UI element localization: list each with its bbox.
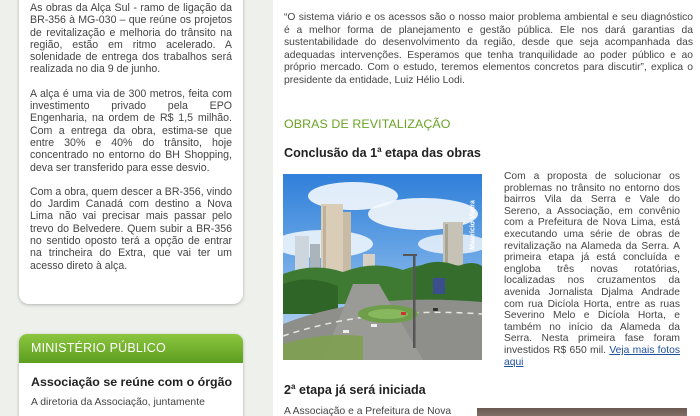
photo-credit-text: Maurício Vieira (469, 200, 477, 250)
article2-title-sup: a (291, 382, 296, 391)
alca-sul-article-card (19, 0, 243, 304)
more-photos-link[interactable]: Veja mais fotos aqui (504, 344, 680, 368)
article-paragraph: A alça é uma via de 300 metros, feita com investimento privado pela EPO Engenharia, na ordem de R$ 1,5 milhão. Com a entrega da obra, estima-se que entre 30% e 40% do trânsito, hoje concentrado no entorno do BH Shopping, deva ser transferido para esse desvio. (30, 87, 232, 174)
section-title: OBRAS DE REVITALIZAÇÃO (284, 117, 451, 131)
article-title-part: etapa das obras (381, 146, 481, 161)
article2-title-part: 2 (284, 383, 292, 398)
article-title-sup: a (377, 145, 382, 154)
ministerio-publico-header[interactable]: MINISTÉRIO PÚBLICO (19, 334, 243, 363)
city-road-photo (283, 174, 482, 360)
article-body (504, 171, 680, 368)
article-title (284, 145, 481, 160)
quote-paragraph: “O sistema viário e os acessos são o nosso maior problema ambiental e seu diagnóstico é a melhor forma de planejamento e gestão pública. Ele nos dará garantias da sustentabilidade do desenvolvimento da região, desde que seja acompanhada das adequadas intervenções. Esperamos que tenha tranquilidade ao poder público e ao próprio mercado. Com o estudo, teremos elementos concretos para discutir”, explica o presidente da entidade, Luiz Hélio Lodi. (284, 12, 693, 86)
article-paragraph: As obras da Alça Sul - ramo de ligação da BR-356 à MG-030 – que reúne os projetos de revitalização e melhoria do trânsito na região, estão em ritmo acelerado. A solenidade de entrega dos trabalhos será realizada no dia 9 de junho. (30, 2, 232, 76)
ministerio-publico-card (19, 334, 243, 416)
right-column (273, 0, 700, 416)
article-photo[interactable] (283, 174, 482, 360)
article2-title-part: etapa já será iniciada (295, 383, 426, 398)
article2-title (284, 382, 426, 397)
article-title-part: Conclusão da 1 (284, 146, 378, 161)
photo-credit (468, 180, 478, 270)
article2-photo[interactable] (477, 408, 687, 416)
mp-article-text: A diretoria da Associação, juntamente (31, 397, 205, 408)
article2-lead: A Associação e a Prefeitura de Nova (284, 406, 452, 416)
left-column (19, 0, 243, 416)
article-paragraph: Com a obra, quem descer a BR-356, vindo do Jardim Canadá com destino a Nova Lima não vai precisar mais passar pelo trevo do Belvedere. Quem subir a BR-356 no sentido oposto terá a opção de entrar na trincheira do Extra, que vai ter um acesso direto à alça. (30, 185, 232, 272)
mp-article-title[interactable]: Associação se reúne com o órgão (31, 375, 233, 389)
article-body-text: Com a proposta de solucionar os problemas no trânsito no entorno dos bairros Vila da Serra e Vale do Sereno, a Associação, em convênio com a Prefeitura de Nova Lima, está executando uma série de obras de revitalização na Alameda da Serra. A primeira etapa já está concluída e engloba três novas rotatórias, localizadas nos cruzamentos da avenida Jornalista Djalma Andrade com rua Dicíola Horta, entre as ruas Severino Melo e Dicíola Horta, e também no início da Alameda da Serra. Nesta primeira fase foram investidos R$ 650 mil. (504, 171, 680, 356)
